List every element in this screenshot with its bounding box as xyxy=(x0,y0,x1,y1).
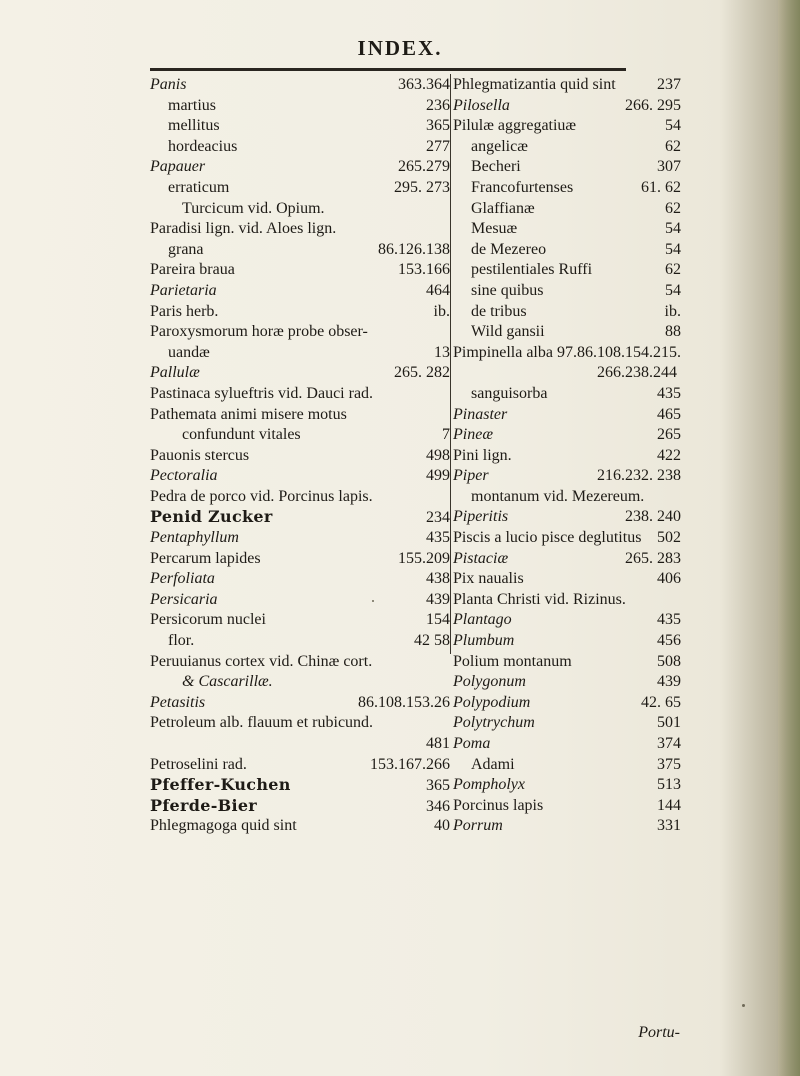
index-entry xyxy=(150,384,450,405)
entry-headword: Planta Christi vid. Rizinus. xyxy=(453,590,626,608)
entry-headword: Plantago xyxy=(453,611,512,629)
index-entry xyxy=(453,219,681,240)
entry-page-refs: 465 xyxy=(657,405,681,423)
entry-headword: pestilentiales Ruffi xyxy=(471,261,593,279)
index-entry xyxy=(453,281,681,302)
index-entry xyxy=(150,466,450,487)
column-divider xyxy=(450,74,451,654)
entry-page-refs: 153.166 xyxy=(398,261,450,279)
entry-page-refs: 295. 273 xyxy=(394,178,450,196)
entry-headword: Paradisi lign. vid. Aloes lign. xyxy=(150,220,337,238)
entry-headword: Pini lign. xyxy=(453,446,512,464)
index-entry xyxy=(453,631,681,652)
index-entry xyxy=(150,590,450,611)
entry-page-refs: 435 xyxy=(426,529,450,547)
index-entry xyxy=(150,322,450,343)
entry-headword: Parietaria xyxy=(150,281,217,299)
index-entry xyxy=(453,137,681,158)
index-entry xyxy=(150,219,450,240)
entry-page-refs: ib. xyxy=(664,302,681,320)
entry-headword: angelicæ xyxy=(471,137,528,155)
index-entry xyxy=(453,96,681,117)
entry-headword: Percarum lapides xyxy=(150,549,261,567)
entry-headword: montanum vid. Mezereum. xyxy=(471,487,645,505)
header-rule xyxy=(150,68,626,71)
entry-page-refs: 7 xyxy=(442,426,450,444)
entry-page-refs: 365 xyxy=(426,117,450,135)
entry-page-refs: 265.279 xyxy=(398,158,450,176)
entry-page-refs: 54 xyxy=(665,117,681,135)
entry-page-refs: 307 xyxy=(657,158,681,176)
entry-headword: Pinaster xyxy=(453,405,508,423)
index-entry xyxy=(453,755,681,776)
index-entry xyxy=(150,425,450,446)
entry-headword: Francofurtenses xyxy=(471,178,574,196)
entry-page-refs: 265. 282 xyxy=(394,364,450,382)
entry-headword: sanguisorba xyxy=(471,384,548,402)
entry-headword: Persicorum nuclei xyxy=(150,611,266,629)
index-entry xyxy=(150,734,450,755)
entry-page-refs: 375 xyxy=(657,755,681,773)
entry-headword: Pedra de porco vid. Porcinus lapis. xyxy=(150,487,373,505)
entry-page-refs: 435 xyxy=(657,384,681,402)
index-entry xyxy=(150,755,450,776)
entry-headword: Wild gansii xyxy=(471,323,545,341)
entry-page-refs: 265 xyxy=(657,426,681,444)
entry-headword: Piperitis xyxy=(453,508,509,526)
entry-headword: de tribus xyxy=(471,302,527,320)
index-entry xyxy=(150,137,450,158)
index-entry xyxy=(150,363,450,384)
index-entry xyxy=(150,610,450,631)
entry-page-refs: 61. 62 xyxy=(641,178,681,196)
index-entry xyxy=(150,693,450,714)
entry-page-refs: 499 xyxy=(426,467,450,485)
paper-speck xyxy=(372,600,374,602)
index-entry xyxy=(453,157,681,178)
entry-headword: Pilulæ aggregatiuæ xyxy=(453,117,577,135)
index-entry xyxy=(150,178,450,199)
index-entry xyxy=(453,693,681,714)
index-entry xyxy=(150,528,450,549)
index-entry xyxy=(453,466,681,487)
entry-page-refs: 513 xyxy=(657,776,681,794)
index-entry xyxy=(150,796,450,817)
index-entry xyxy=(453,302,681,323)
entry-page-refs: 439 xyxy=(426,590,450,608)
entry-headword: Polygonum xyxy=(453,673,526,691)
entry-page-refs: 13 xyxy=(434,343,450,361)
entry-page-refs: 42 58 xyxy=(414,632,450,650)
entry-headword: martius xyxy=(168,96,216,114)
entry-headword: uandæ xyxy=(168,343,210,361)
entry-page-refs: 54 xyxy=(665,240,681,258)
index-entry xyxy=(150,199,450,220)
index-entry xyxy=(150,775,450,796)
entry-headword: Perfoliata xyxy=(150,570,215,588)
index-entry xyxy=(453,405,681,426)
index-entry xyxy=(150,816,450,837)
entry-page-refs: 62 xyxy=(665,261,681,279)
index-entry xyxy=(453,713,681,734)
entry-page-refs: 346 xyxy=(426,797,450,815)
entry-headword: Glaffianæ xyxy=(471,199,535,217)
entry-page-refs: 508 xyxy=(657,652,681,670)
entry-page-refs: 236 xyxy=(426,96,450,114)
entry-page-refs: 439 xyxy=(657,673,681,691)
entry-headword: Adami xyxy=(471,755,515,773)
entry-page-refs: 265. 283 xyxy=(625,549,681,567)
entry-headword: grana xyxy=(168,240,204,258)
index-column-right xyxy=(453,75,681,837)
index-entry xyxy=(150,75,450,96)
index-entry xyxy=(150,240,450,261)
entry-headword: Pineæ xyxy=(453,426,493,444)
entry-headword: Pompholyx xyxy=(453,776,525,794)
entry-headword: Phlegmagoga quid sint xyxy=(150,817,297,835)
index-entry xyxy=(150,405,450,426)
entry-headword: Polypodium xyxy=(453,693,531,711)
index-entry xyxy=(150,446,450,467)
index-entry xyxy=(453,322,681,343)
index-entry xyxy=(150,652,450,673)
entry-headword: Petasitis xyxy=(150,693,206,711)
index-entry xyxy=(150,549,450,570)
index-entry xyxy=(150,672,450,693)
index-entry xyxy=(150,507,450,528)
entry-headword: Plumbum xyxy=(453,632,515,650)
entry-page-refs: 363.364 xyxy=(398,76,450,93)
entry-page-refs: 501 xyxy=(657,714,681,732)
index-entry xyxy=(453,240,681,261)
entry-headword: Piper xyxy=(453,467,489,485)
entry-page-refs: 502 xyxy=(657,529,681,547)
entry-page-refs: 237 xyxy=(657,76,681,93)
entry-page-refs: 153.167.266 xyxy=(370,755,450,773)
entry-page-refs: 54 xyxy=(665,281,681,299)
index-entry xyxy=(453,343,681,364)
entry-headword: hordeacius xyxy=(168,137,238,155)
entry-page-refs: 266. 295 xyxy=(625,96,681,114)
entry-headword: Mesuæ xyxy=(471,220,518,238)
entry-headword: Phlegmatizantia quid sint xyxy=(453,76,616,93)
index-entry xyxy=(150,260,450,281)
index-entry xyxy=(150,713,450,734)
index-entry xyxy=(453,549,681,570)
entry-page-refs: 435 xyxy=(657,611,681,629)
entry-page-refs: 144 xyxy=(657,796,681,814)
entry-headword: Penid Zucker xyxy=(150,507,273,527)
entry-headword: Peruuianus cortex vid. Chinæ cort. xyxy=(150,652,373,670)
entry-headword: Pix naualis xyxy=(453,570,524,588)
entry-page-refs: 406 xyxy=(657,570,681,588)
index-entry xyxy=(150,116,450,137)
index-entry xyxy=(453,116,681,137)
index-entry xyxy=(453,487,681,508)
entry-page-refs: 62 xyxy=(665,137,681,155)
index-entry xyxy=(453,178,681,199)
index-entry xyxy=(150,343,450,364)
entry-headword: Pareira braua xyxy=(150,261,235,279)
entry-page-refs: 365 xyxy=(426,777,450,795)
entry-page-refs: 438 xyxy=(426,570,450,588)
index-entry xyxy=(150,569,450,590)
index-entry xyxy=(453,796,681,817)
index-entry xyxy=(150,96,450,117)
index-entry xyxy=(150,302,450,323)
index-entry xyxy=(453,425,681,446)
entry-headword: Pimpinella alba 97.86.108.154.215. xyxy=(453,343,681,361)
entry-page-refs: 238. 240 xyxy=(625,508,681,526)
entry-page-refs: 42. 65 xyxy=(641,693,681,711)
index-entry xyxy=(453,75,681,96)
entry-headword: Polytrychum xyxy=(453,714,535,732)
entry-headword: flor. xyxy=(168,632,195,650)
entry-page-refs: 155.209 xyxy=(398,549,450,567)
entry-headword: 266.238.244 xyxy=(597,364,677,382)
entry-page-refs: 456 xyxy=(657,632,681,650)
entry-page-refs: 331 xyxy=(657,817,681,835)
entry-page-refs: 374 xyxy=(657,735,681,752)
index-entry xyxy=(453,610,681,631)
entry-headword: Pauonis stercus xyxy=(150,446,250,464)
entry-page-refs: 86.126.138 xyxy=(378,240,450,258)
entry-headword: Pilosella xyxy=(453,96,510,114)
entry-page-refs: 481 xyxy=(426,735,450,752)
index-entry xyxy=(453,734,681,755)
entry-headword: Pallulæ xyxy=(150,364,200,382)
index-column-left xyxy=(150,75,450,837)
entry-headword: Piscis a lucio pisce deglutitus xyxy=(453,529,642,547)
page-edge-shadow xyxy=(778,0,800,1076)
entry-headword: de Mezereo xyxy=(471,240,547,258)
entry-page-refs: 216.232. 238 xyxy=(597,467,681,485)
entry-page-refs: 464 xyxy=(426,281,450,299)
index-entry xyxy=(453,775,681,796)
index-entry xyxy=(453,446,681,467)
index-entry xyxy=(453,672,681,693)
index-entry xyxy=(453,528,681,549)
entry-headword: mellitus xyxy=(168,117,220,135)
entry-page-refs: 40 xyxy=(434,817,450,835)
entry-headword: confundunt vitales xyxy=(182,426,301,444)
index-entry xyxy=(150,487,450,508)
paper-speck xyxy=(742,1004,745,1007)
entry-page-refs: 234 xyxy=(426,509,450,527)
index-entry xyxy=(453,199,681,220)
entry-headword: Petroleum alb. flauum et rubicund. xyxy=(150,714,374,732)
index-entry xyxy=(150,157,450,178)
entry-headword: Pastinaca sylueftris vid. Dauci rad. xyxy=(150,384,374,402)
entry-headword: Pathemata animi misere motus xyxy=(150,405,347,423)
index-entry xyxy=(150,281,450,302)
entry-headword: Paris herb. xyxy=(150,302,219,320)
entry-page-refs: 54 xyxy=(665,220,681,238)
index-entry xyxy=(453,652,681,673)
running-head: INDEX. xyxy=(357,36,443,60)
index-entry xyxy=(150,631,450,652)
entry-headword: sine quibus xyxy=(471,281,544,299)
entry-page-refs: 62 xyxy=(665,199,681,217)
index-entry xyxy=(453,569,681,590)
entry-headword: Porcinus lapis xyxy=(453,796,544,814)
index-entry xyxy=(453,260,681,281)
entry-headword: Pistaciæ xyxy=(453,549,509,567)
entry-headword: Persicaria xyxy=(150,590,218,608)
entry-page-refs: ib. xyxy=(433,302,450,320)
entry-headword: Petroselini rad. xyxy=(150,755,247,773)
entry-page-refs: 86.108.153.26 xyxy=(358,693,450,711)
entry-headword: & Cascarillæ. xyxy=(182,673,273,691)
index-entry xyxy=(453,816,681,837)
entry-headword: Papauer xyxy=(150,158,206,176)
entry-headword: erraticum xyxy=(168,178,230,196)
entry-headword: Pentaphyllum xyxy=(150,529,239,547)
index-entry xyxy=(453,363,681,384)
entry-page-refs: 154 xyxy=(426,611,450,629)
entry-page-refs: 498 xyxy=(426,446,450,464)
entry-headword: Pectoralia xyxy=(150,467,218,485)
index-entry xyxy=(453,507,681,528)
entry-headword: Paroxysmorum horæ probe obser- xyxy=(150,323,368,341)
entry-headword: Pfeffer-Kuchen xyxy=(150,775,291,795)
entry-headword: Pferde-Bier xyxy=(150,795,258,815)
entry-headword: Turcicum vid. Opium. xyxy=(182,199,325,217)
entry-page-refs: 277 xyxy=(426,137,450,155)
entry-headword: Becheri xyxy=(471,158,521,176)
entry-page-refs: 88 xyxy=(665,323,681,341)
catchword: Portu- xyxy=(638,1024,680,1041)
index-entry xyxy=(453,590,681,611)
entry-page-refs: 422 xyxy=(657,446,681,464)
index-entry xyxy=(453,384,681,405)
entry-headword: Polium montanum xyxy=(453,652,572,670)
entry-headword: Panis xyxy=(150,76,187,93)
entry-headword: Poma xyxy=(453,735,491,752)
entry-headword: Porrum xyxy=(453,817,503,835)
